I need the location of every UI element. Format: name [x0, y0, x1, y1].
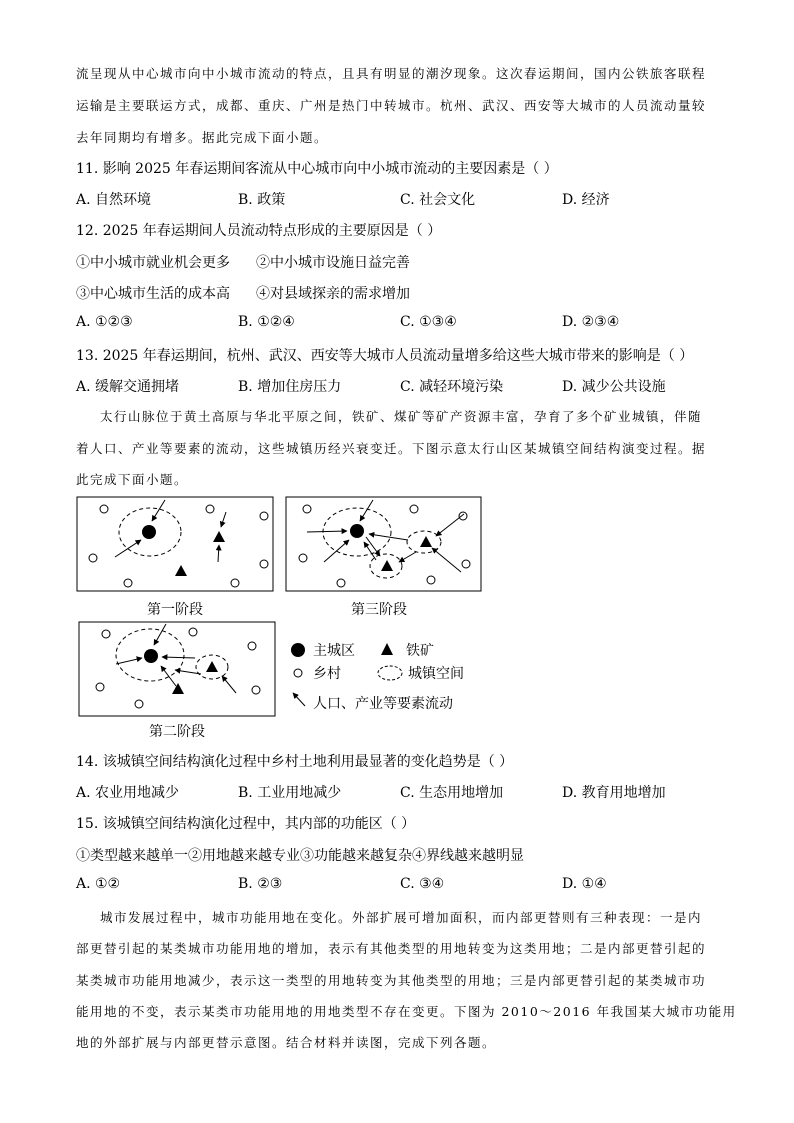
q15-items: ①类型越来越单一②用地越来越专业③功能越来越复杂④界线越来越明显 [76, 848, 524, 864]
town-structure-figure [0, 490, 794, 750]
q12-item-3: ③中心城市生活的成本高 [76, 286, 230, 302]
q13-option-d[interactable]: D. 减少公共设施 [562, 379, 666, 395]
q13-option-b[interactable]: B. 增加住房压力 [238, 379, 342, 395]
legend-village-label: 乡村 [313, 666, 341, 682]
q12-option-d[interactable]: D. ②③④ [562, 314, 620, 330]
city-line-4: 能用地的不变，表示某类市功能用地的用地类型不存在变更。下图为 2010～2016 年我国某大城市功能用 [76, 1004, 737, 1019]
q12-stem: 12. 2025 年春运期间人员流动特点形成的主要原因是（ ） [76, 223, 442, 239]
city-line-3: 某类城市功能用地减少，表示这一类型的用地转变为其他类型的用地；三是内部更替引起的某类城市功 [76, 973, 707, 988]
q15-option-c[interactable]: C. ③④ [400, 876, 445, 892]
q14-option-b[interactable]: B. 工业用地减少 [238, 785, 342, 801]
stage2-panel [79, 622, 275, 716]
intro-line-1: 流呈现从中心城市向中小城市流动的特点，且具有明显的潮汐现象。这次春运期间，国内公铁旅客联程 [76, 66, 707, 81]
legend-iron-mine-label: 铁矿 [406, 643, 434, 659]
q14-option-a[interactable]: A. 农业用地减少 [76, 785, 180, 801]
q12-option-b[interactable]: B. ①②④ [238, 314, 295, 330]
q15-option-a[interactable]: A. ①② [76, 876, 121, 892]
q13-option-c[interactable]: C. 减轻环境污染 [400, 379, 504, 395]
q14-option-d[interactable]: D. 教育用地增加 [562, 785, 666, 801]
q13-option-a[interactable]: A. 缓解交通拥堵 [76, 379, 180, 395]
stage3-label: 第三阶段 [351, 602, 407, 618]
q15-option-d[interactable]: D. ①④ [562, 876, 607, 892]
taihang-line-2: 着人口、产业等要素的流动，这些城镇历经兴衰变迁。下图示意太行山区某城镇空间结构演变过程。据 [76, 441, 707, 456]
taihang-line-1: 太行山脉位于黄土高原与华北平原之间，铁矿、煤矿等矿产资源丰富，孕育了多个矿业城镇，伴随 [100, 409, 703, 424]
q11-option-a[interactable]: A. 自然环境 [76, 192, 152, 208]
q12-option-a[interactable]: A. ①②③ [76, 314, 133, 330]
legend-iron-mine-symbol [381, 643, 393, 655]
q15-stem: 15. 该城镇空间结构演化过程中，其内部的功能区（ ） [76, 816, 416, 832]
q14-stem: 14. 该城镇空间结构演化过程中乡村土地利用最显著的变化趋势是（ ） [76, 754, 514, 770]
q12-option-c[interactable]: C. ①③④ [400, 314, 457, 330]
q11-option-b[interactable]: B. 政策 [238, 192, 286, 208]
legend-main-urban-symbol [291, 643, 305, 657]
taihang-line-3: 此完成下面小题。 [76, 472, 189, 487]
q11-option-d[interactable]: D. 经济 [562, 192, 610, 208]
stage2-label: 第二阶段 [149, 724, 205, 740]
q11-stem: 11. 影响 2025 年春运期间客流从中心城市向中小城市流动的主要因素是（ ） [76, 161, 558, 177]
legend-flow-arrow [293, 693, 305, 706]
city-line-1: 城市发展过程中，城市功能用地在变化。外部扩展可增加面积，而内部更替则有三种表现：一是内 [100, 910, 703, 925]
stage3-panel [286, 497, 481, 591]
q12-item-2: ②中小城市设施日益完善 [256, 255, 410, 271]
legend-town-space-symbol [378, 666, 402, 680]
city-line-2: 部更替引起的某类城市功能用地的增加，表示有其他类型的用地转变为这类用地；二是内部更替引起的 [76, 941, 707, 956]
q14-option-c[interactable]: C. 生态用地增加 [400, 785, 504, 801]
q12-item-1: ①中小城市就业机会更多 [76, 255, 230, 271]
q12-item-4: ④对县域探亲的需求增加 [256, 286, 410, 302]
legend-flow-label: 人口、产业等要素流动 [313, 696, 453, 712]
city-line-5: 地的外部扩展与内部更替示意图。结合材料并读图，完成下列各题。 [76, 1035, 497, 1050]
q11-option-c[interactable]: C. 社会文化 [400, 192, 476, 208]
legend-village-symbol [294, 669, 302, 677]
legend-main-urban-label: 主城区 [313, 643, 355, 659]
figure-legend [291, 642, 464, 712]
q15-option-b[interactable]: B. ②③ [238, 876, 283, 892]
intro-line-3: 去年同期均有增多。据此完成下面小题。 [76, 130, 329, 145]
intro-line-2: 运输是主要联运方式，成都、重庆、广州是热门中转城市。杭州、武汉、西安等大城市的人员流动量较 [76, 98, 707, 113]
stage1-panel [77, 497, 273, 591]
q13-stem: 13. 2025 年春运期间，杭州、武汉、西安等大城市人员流动量增多给这些大城市带来的影响是（ ） [76, 348, 694, 364]
stage1-label: 第一阶段 [147, 602, 203, 618]
legend-town-space-label: 城镇空间 [408, 666, 464, 682]
